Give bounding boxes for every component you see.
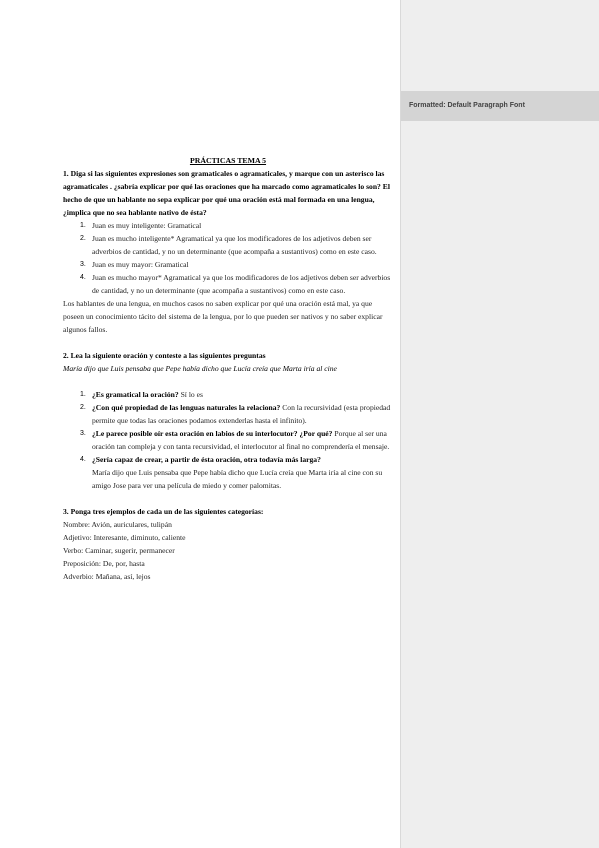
list-item [63,427,393,453]
list-item [63,232,393,258]
category-line: Adverbio: Mañana, así, lejos [63,572,151,581]
list-number: 1. [80,391,86,398]
list-number: 3. [80,430,86,437]
list-number: 3. [80,261,86,268]
list-number: 4. [80,274,86,281]
sub-question: ¿Sería capaz de crear, a partir de ésta oración, otra todavía más larga? [92,455,321,464]
question-2-sentence: María dijo que Luis pensaba que Pepe había dicho que Lucía creía que Marta iría al cine [63,364,337,373]
list-item [63,453,393,492]
list-number: 4. [80,456,86,463]
list-number: 2. [80,404,86,411]
list-number: 2. [80,235,86,242]
question-1-list [63,219,393,297]
formatting-comment-balloon[interactable]: Formatted: Default Paragraph Font [401,91,599,121]
question-2-heading: 2. Lea la siguiente oración y conteste a las siguientes preguntas [63,351,266,360]
category-line: Nombre: Avión, auriculares, tulipán [63,520,172,529]
sub-answer: Sí lo es [178,390,203,399]
list-item [63,258,393,271]
sub-question: ¿Le parece posible oír esta oración en labios de su interlocutor? ¿Por qué? [92,429,333,438]
list-item-text: Juan es mucho inteligente* Agramatical ya que los modificadores de los adjetivos deben ser adverbios de cantidad, y no un determinante (que acompaña a sustantivos) como en este caso. [92,234,377,256]
answer-paragraph-1: Los hablantes de una lengua, en muchos casos no saben explicar por qué una oración está mal, ya que poseen un conocimiento tácito del sistema de la lengua, por lo que pueden ser nativos y no saber explicar algunos fallos. [63,299,383,334]
document-content [63,154,393,583]
sub-answer: Porque al ser una oración tan compleja y con tanta recursividad, el interlocutor al final no comprendería el mensaje. [92,429,390,451]
question-2-list [63,388,393,492]
list-item-text: Juan es muy mayor: Gramatical [92,260,189,269]
list-number: 1. [80,222,86,229]
comments-pane [400,0,599,848]
list-item [63,401,393,427]
list-item-text: Juan es muy inteligente: Gramatical [92,221,202,230]
document-title: PRÁCTICAS TEMA 5 [189,156,267,165]
sub-answer: María dijo que Luis pensaba que Pepe había dicho que Lucía creía que Marta iría al cine con su amigo Jose para ver una película de miedo y comer palomitas. [92,468,383,490]
category-line: Adjetivo: Interesante, diminuto, caliente [63,533,186,542]
category-line: Verbo: Caminar, sugerir, permanecer [63,546,175,555]
list-item [63,388,393,401]
list-item [63,219,393,232]
list-item-text: Juan es mucho mayor* Agramatical ya que los modificadores de los adjetivos deben ser adverbios de cantidad, y no un determinante (que acompaña a sustantivos) como en este caso. [92,273,391,295]
question-1: 1. Diga si las siguientes expresiones son gramaticales o agramaticales, y marque con un asterisco las agramaticales . ¿sabría explicar por qué las oraciones que ha marcado como agramaticales lo son? El hecho de que un hablante no sepa explicar por qué una oración está mal formada en una lengua, ¿implica que no sea hablante nativo de ésta? [63,169,390,217]
category-line: Preposición: De, por, hasta [63,559,145,568]
question-3-heading: 3. Ponga tres ejemplos de cada un de las siguientes categorías: [63,507,264,516]
sub-question: ¿Con qué propiedad de las lenguas naturales la relaciona? [92,403,281,412]
list-item [63,271,393,297]
sub-question: ¿Es gramatical la oración? [92,390,179,399]
sub-answer: Con la recursividad (esta propiedad permite que todas las oraciones podamos extenderlas hasta el infinito). [92,403,391,425]
